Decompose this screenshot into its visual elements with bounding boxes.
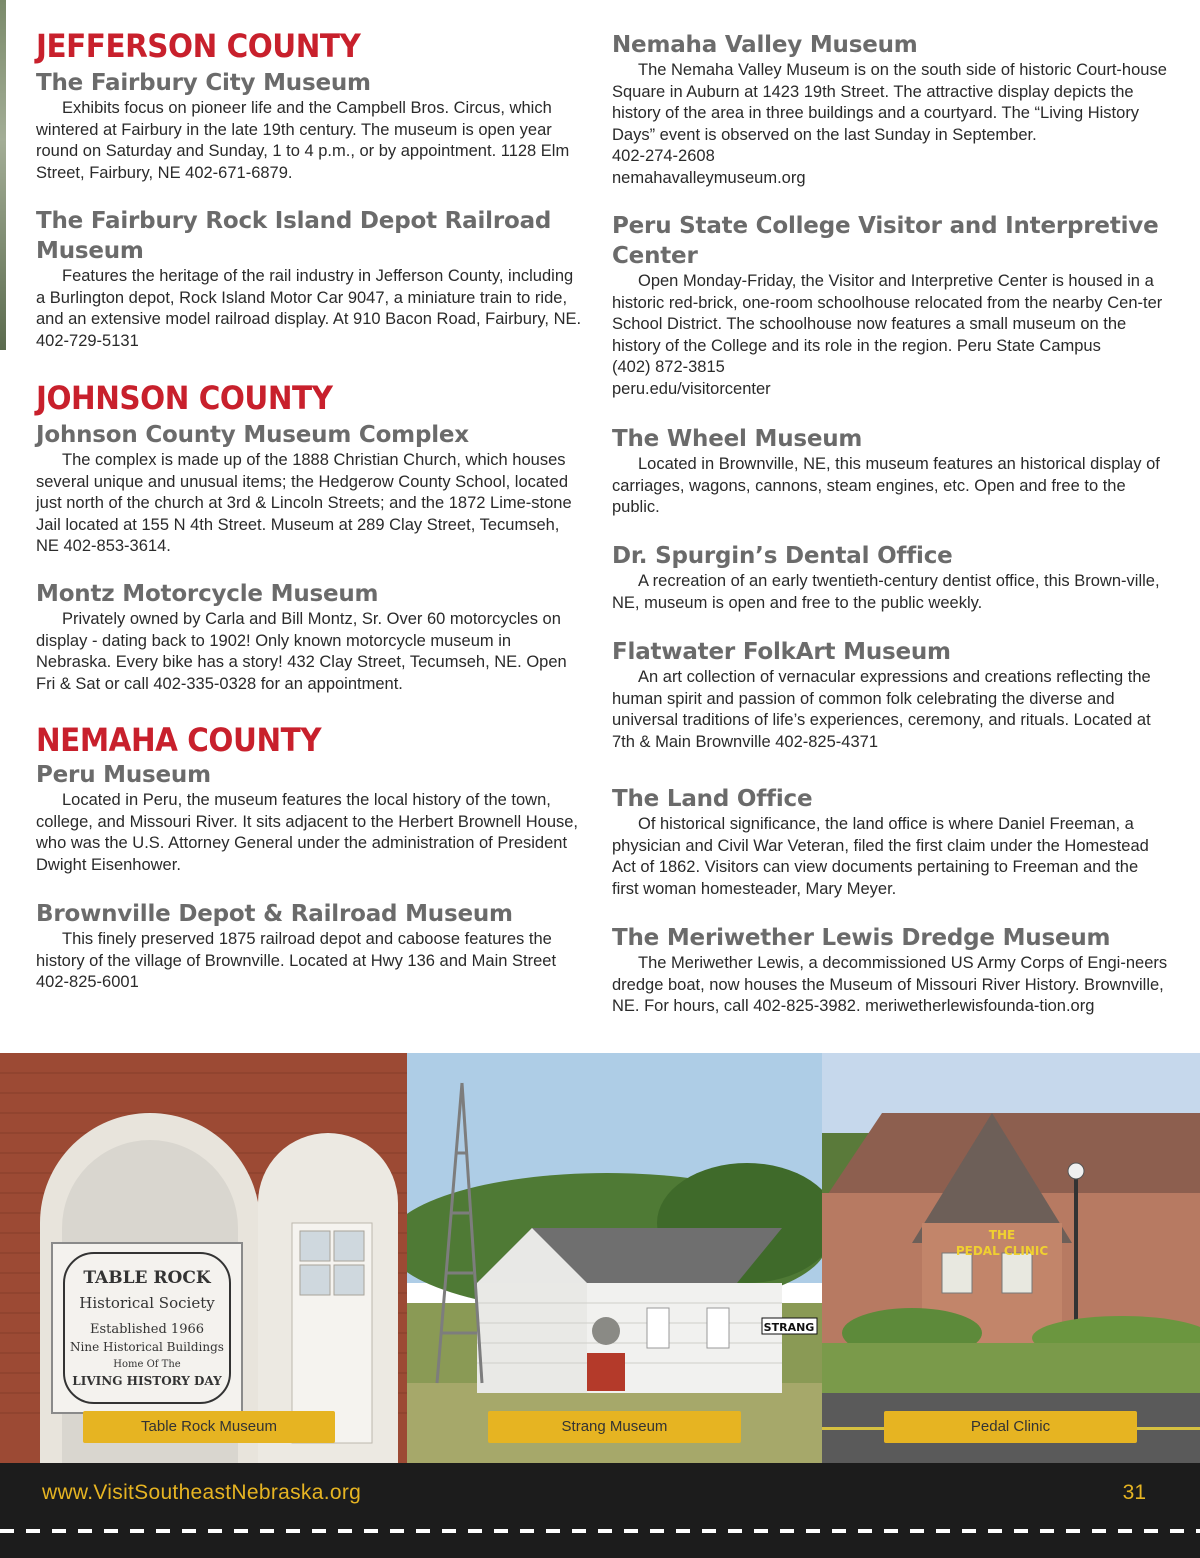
entry-spurgin-dental-office [612, 541, 1168, 614]
entry-johnson-county-museum [36, 420, 584, 558]
entry-body: Open Monday-Friday, the Visitor and Interpretive Center is housed in a historic red-brick, one-room schoolhouse relocated from the nearby Cen-ter School District. The schoolhouse now features a small museum on the history of the College and its role in the region. Peru State Campus [612, 272, 1163, 355]
caption-table-rock: Table Rock Museum [83, 1411, 335, 1443]
entry-peru-museum [36, 760, 584, 876]
sign-line-5: Home Of The [113, 1359, 181, 1370]
entry-title: Dr. Spurgin’s Dental Office [612, 543, 953, 569]
entry-flatwater-folkart-museum [612, 637, 1168, 753]
entry-land-office [612, 784, 1168, 900]
footer-website-link[interactable]: www.VisitSoutheastNebraska.org [42, 1481, 362, 1504]
entry-body: The complex is made up of the 1888 Christian Church, which houses several unique and unusual items; the Hedgerow County School, located just north of the church at 3rd & Lincoln Streets; and the 1872 Lime-stone Jail located at 155 N 4th Street. Museum at 289 Clay Street, Tecumseh, NE 402-853-3614. [36, 451, 572, 555]
entry-title: The Land Office [612, 786, 813, 812]
sign-line-2: Historical Society [79, 1294, 215, 1312]
caption-pedal-clinic: Pedal Clinic [884, 1411, 1137, 1443]
entry-body: Of historical significance, the land office is where Daniel Freeman, a physician and Civil War Veteran, filed the first claim under the Homestead Act of 1862. Visitors can view documents pertaining to Freeman and the first woman homesteader, Mary Meyer. [612, 815, 1149, 898]
entry-website: peru.edu/visitorcenter [612, 379, 771, 398]
entry-website: nemahavalleymuseum.org [612, 168, 806, 187]
page-number: 31 [1122, 1481, 1146, 1504]
pedal-clinic-building-illustration [822, 1053, 1200, 1463]
county-heading-jefferson: JEFFERSON COUNTY [36, 27, 361, 65]
left-edge-photo-strip [0, 0, 6, 350]
entry-body: Privately owned by Carla and Bill Montz, Sr. Over 60 motorcycles on display - dating back to 1902! Only known motorcycle museum in Nebraska. Every bike has a story! 432 Clay Street, Tecumseh, NE. Open Fri & Sat or call 402-335-0328 for an appointment. [36, 610, 567, 693]
entry-fairbury-city-museum [36, 68, 584, 184]
entry-body: Located in Brownville, NE, this museum features an historical display of carriages, wagons, cannons, steam engines, etc. Open and free to the public. [612, 455, 1160, 516]
sign-line-6: LIVING HISTORY DAY [72, 1374, 222, 1388]
entry-title: The Wheel Museum [612, 426, 863, 452]
entry-peru-state-visitor-center [612, 211, 1168, 400]
county-heading-nemaha: NEMAHA COUNTY [36, 721, 322, 759]
entry-nemaha-valley-museum [612, 30, 1168, 189]
entry-meriwether-lewis-dredge [612, 923, 1168, 1018]
entry-body: Features the heritage of the rail industry in Jefferson County, including a Burlington depot, Rock Island Motor Car 9047, a miniature train to ride, and an extensive model railroad display. At 910 Bacon Road, Fairbury, NE. 402-729-5131 [36, 267, 582, 350]
sign-line-3: Established 1966 [89, 1322, 205, 1337]
sign-line-4: Nine Historical Buildings [70, 1340, 224, 1354]
entry-title: The Fairbury City Museum [36, 70, 371, 96]
caption-strang: Strang Museum [488, 1411, 741, 1443]
entry-body: Exhibits focus on pioneer life and the Campbell Bros. Circus, which wintered at Fairbury in the late 19th century. The museum is open year round on Saturday and Sunday, 1 to 4 p.m., or by appointment. 1128 Elm Street, Fairbury, NE 402-671-6879. [36, 99, 570, 182]
entry-title: Johnson County Museum Complex [36, 422, 469, 448]
page-footer [0, 1463, 1200, 1558]
entry-phone: (402) 872-3815 [612, 358, 725, 376]
entry-title: The Fairbury Rock Island Depot Railroad Museum [36, 208, 552, 264]
entry-title: The Meriwether Lewis Dredge Museum [612, 925, 1111, 951]
entry-body: A recreation of an early twentieth-century dentist office, this Brown-ville, NE, museum is open and free to the public weekly. [612, 572, 1160, 612]
county-heading-johnson: JOHNSON COUNTY [36, 379, 333, 417]
pedal-sign-line-2: PEDAL CLINIC [955, 1244, 1049, 1258]
entry-title: Peru Museum [36, 762, 211, 788]
table-rock-building-illustration [0, 1053, 407, 1463]
entry-montz-motorcycle-museum [36, 579, 584, 695]
entry-title: Nemaha Valley Museum [612, 32, 918, 58]
entry-title: Brownville Depot & Railroad Museum [36, 901, 513, 927]
sign-line-1: TABLE ROCK [83, 1268, 211, 1288]
entry-body: An art collection of vernacular expressions and creations reflecting the human spirit and passion of common folk celebrating the diverse and universal traditions of life’s experiences, ceremony, and rituals. Located at 7th & Main Brownville 402-825-4371 [612, 668, 1151, 751]
pedal-sign-line-1: THE [988, 1228, 1016, 1242]
entry-body: This finely preserved 1875 railroad depot and caboose features the history of the village of Brownville. Located at Hwy 136 and Main Street 402-825-6001 [36, 930, 557, 991]
entry-fairbury-depot-museum [36, 206, 584, 352]
strang-sign-text: STRANG [763, 1321, 815, 1334]
photo-pedal-clinic [822, 1053, 1200, 1463]
photo-strip [0, 1053, 1200, 1463]
entry-title: Flatwater FolkArt Museum [612, 639, 951, 665]
entry-body: The Nemaha Valley Museum is on the south side of historic Court-house Square in Auburn at 1423 19th Street. The attractive display depicts the history of the area in three buildings and a courtyard. The “Living History Days” event is observed on the last Sunday in September. [612, 61, 1167, 144]
strang-schoolhouse-illustration [407, 1053, 822, 1463]
entry-phone: 402-274-2608 [612, 147, 715, 165]
entry-title: Montz Motorcycle Museum [36, 581, 379, 607]
entry-wheel-museum [612, 424, 1168, 519]
entry-title: Peru State College Visitor and Interpretive Center [612, 213, 1159, 269]
entry-brownville-depot-museum [36, 899, 584, 994]
entry-body: Located in Peru, the museum features the local history of the town, college, and Missouri River. It sits adjacent to the Herbert Brownell House, who was the U.S. Attorney General under the administration of President Dwight Eisenhower. [36, 791, 579, 874]
photo-strang-museum [407, 1053, 822, 1463]
footer-dashed-line [0, 1529, 1200, 1533]
photo-table-rock-museum [0, 1053, 407, 1463]
entry-body: The Meriwether Lewis, a decommissioned US Army Corps of Engi-neers dredge boat, now houses the Museum of Missouri River History. Brownville, NE. For hours, call 402-825-3982. meriwetherlewisfounda-tion.org [612, 954, 1168, 1015]
